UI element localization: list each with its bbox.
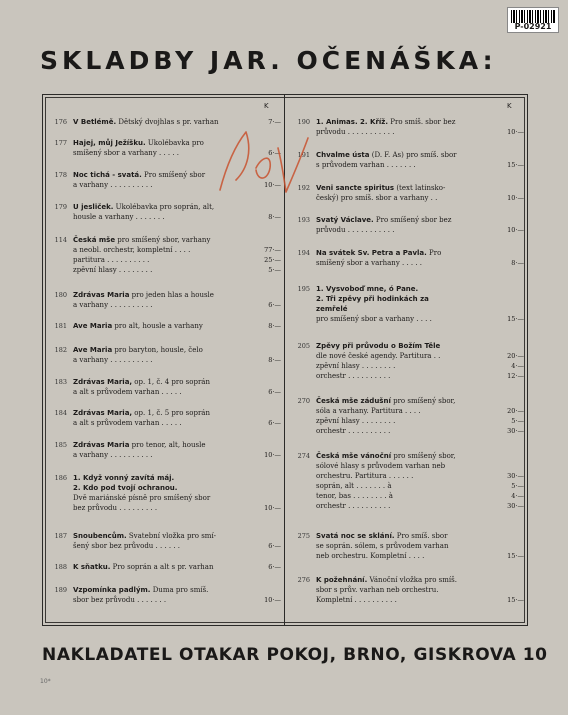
entry-text: a alt s průvodem varhan . . . . . [73,419,182,427]
entry-price: 5·— [268,266,281,274]
entry-description [73,531,253,551]
entry-line [316,215,496,225]
entry-line [73,255,253,265]
entry-text: s průvodem varhan . . . . . . . [316,161,416,169]
entry-text: Pro soprán a alt s pr. varhan [110,563,214,571]
catalog-code: P-02921 [514,22,552,31]
entry-number: 184 [54,409,67,417]
entry-line [316,371,496,381]
entry-title: Česká mše zádušní [316,397,391,405]
entry-price: 6·— [268,542,281,550]
entry-text: průvodu . . . . . . . . . . . [316,226,395,234]
entry-description [316,183,496,203]
entry-price: 5·— [511,482,524,490]
entry-number: 183 [54,378,67,386]
entry-price: 10·— [507,194,524,202]
entry-line [73,450,253,460]
entry-line [73,345,253,355]
entry-text: op. 1, č. 4 pro soprán [132,378,210,386]
entry-line [316,160,496,170]
entry-line [316,193,496,203]
entry-line [316,491,496,501]
entry-line [316,341,496,351]
entry-title: Vzpomínka padlým. [73,586,151,594]
entry-line [316,471,496,481]
entry-text: Dvě mariánské písně pro smíšený sbor [73,494,211,502]
entry-text: soprán, alt . . . . . . . à [316,482,392,490]
entry-line [73,595,253,605]
entry-description [73,345,253,365]
entry-text: a varhany . . . . . . . . . . [73,356,153,364]
entry-price: 8·— [511,259,524,267]
entry-line [316,183,496,193]
entry-price: 10·— [507,226,524,234]
entry-line [316,361,496,371]
entry-line [73,300,253,310]
entry-text: (D. F. As) pro smíš. sbor [369,151,457,159]
entry-number: 193 [297,216,310,224]
entry-line [73,440,253,450]
entry-line [316,284,496,294]
entry-line [316,304,496,314]
entry-line [73,562,253,572]
page-number: 10* [40,678,51,685]
entry-line [316,426,496,436]
entry-text: pro smíšený sbor a varhany . . . . [316,315,432,323]
entry-number: 185 [54,441,67,449]
entry-line [73,377,253,387]
entry-price: 6·— [268,388,281,396]
entry-text: šený sbor bez průvodu . . . . . . [73,542,181,550]
entry-text: smíšený sbor a varhany . . . . . [316,259,423,267]
entry-price: 4·— [511,492,524,500]
entry-price: 30·— [507,472,524,480]
entry-line [316,551,496,561]
entry-number: 178 [54,171,67,179]
entry-text: zpěvní hlasy . . . . . . . . [73,266,153,274]
right-column [286,95,526,625]
entry-number: 176 [54,118,67,126]
entry-price: 10·— [507,128,524,136]
entry-text: dle nové české agendy. Partitura . . [316,352,441,360]
entry-text: orchestru. Partitura . . . . . . [316,472,414,480]
entry-line [316,127,496,137]
entry-price: 6·— [268,301,281,309]
entry-line [73,483,253,493]
entry-description [316,451,496,511]
entry-line [73,473,253,483]
entry-text: smíšený sbor a varhany . . . . . [73,149,180,157]
entry-title: Ave Maria [73,322,113,330]
entry-text: housle a varhany . . . . . . . [73,213,165,221]
entry-line [316,314,496,324]
entry-text: (text latinsko- [394,184,446,192]
entry-description [316,215,496,235]
entry-line [316,396,496,406]
entry-number: 114 [54,236,67,244]
entry-title: Snoubencům. [73,532,127,540]
entry-title: Na svátek Sv. Petra a Pavla. [316,249,427,257]
entry-text: Pro smíš. sbor [394,532,448,540]
entry-line [73,418,253,428]
entry-text: Svatební vložka pro smí- [126,532,217,540]
entry-price: 4·— [511,362,524,370]
entry-text: pro smíšený sbor, [390,397,456,405]
entry-text: op. 1, č. 5 pro soprán [132,409,210,417]
entry-text: průvodu . . . . . . . . . . . [316,128,395,136]
entry-text: sóla a varhany. Partitura . . . . [316,407,421,415]
entry-title: Chvalme ústa [316,151,370,159]
entry-text: bez průvodu . . . . . . . . . [73,504,158,512]
entry-description [73,562,253,572]
entry-line [73,408,253,418]
entry-number: 270 [297,397,310,405]
price-header-left: K [264,102,269,110]
entry-title: 1. Když vonný zavítá máj. [73,474,175,482]
entry-line [316,117,496,127]
publisher-footer: NAKLADATEL OTAKAR POKOJ, BRNO, GISKROVA 10 [42,645,548,665]
entry-price: 8·— [268,322,281,330]
entry-text: a alt s průvodem varhan . . . . . [73,388,182,396]
entry-price: 10·— [264,181,281,189]
entry-title: Ave Maria [73,346,113,354]
entry-line [316,595,496,605]
entry-text: sólové hlasy s průvodem varhan neb [316,462,446,470]
entry-line [316,351,496,361]
entry-description [316,150,496,170]
entry-number: 205 [297,342,310,350]
entry-text: zpěvní hlasy . . . . . . . . [316,417,396,425]
entry-price: 6·— [268,149,281,157]
entry-title: Noc tichá - svatá. [73,171,142,179]
entry-title: Zdrávas Maria, [73,378,133,386]
entry-text: Dětský dvojhlas s pr. varhan [116,118,219,126]
entry-line [73,541,253,551]
entry-line [316,575,496,585]
entry-text: Pro [426,249,442,257]
entry-number: 181 [54,322,67,330]
entry-price: 10·— [264,451,281,459]
entry-text: pro tenor, alt, housle [129,441,206,449]
entry-text: pro smíšený sbor, [391,452,456,460]
entry-title: 1. Animas. 2. Kříž. [316,118,389,126]
entry-description [316,284,496,324]
entry-line [316,248,496,258]
entry-line [73,290,253,300]
entry-price: 15·— [507,552,524,560]
entry-text: Vánoční vložka pro smíš. [367,576,457,584]
entry-price: 5·— [511,417,524,425]
entry-line [316,225,496,235]
entry-line [73,531,253,541]
entry-number: 274 [297,452,310,460]
entry-description [73,321,253,331]
entry-text: a varhany . . . . . . . . . . [73,301,153,309]
entry-title: K sňatku. [73,563,111,571]
entry-price: 6·— [268,419,281,427]
entry-text: pro smíšený sbor, varhany [115,236,211,244]
entry-text: partitura . . . . . . . . . . [73,256,150,264]
entry-title: V Betlémě. [73,118,117,126]
entry-number: 180 [54,291,67,299]
entry-number: 191 [297,151,310,159]
entry-price: 15·— [507,596,524,604]
entry-number: 190 [297,118,310,126]
entry-number: 189 [54,586,67,594]
entry-number: 182 [54,346,67,354]
entry-title: U jesliček. [73,203,114,211]
entry-number: 195 [297,285,310,293]
entry-title: Hajej, můj Ježíšku. [73,139,146,147]
entry-text: Duma pro smíš. [150,586,209,594]
entry-title: Zdrávas Maria, [73,409,133,417]
entry-number: 188 [54,563,67,571]
entry-price: 12·— [507,372,524,380]
entry-title: zemřelé [316,305,348,313]
entry-line [316,461,496,471]
entry-number: 179 [54,203,67,211]
entry-price: 6·— [268,563,281,571]
entry-price: 10·— [264,596,281,604]
page-title: SKLADBY JAR. OČENÁŠKA: [40,46,497,75]
entry-description [73,377,253,397]
entry-line [73,265,253,275]
entry-text: český) pro smíš. sbor a varhany . . [316,194,438,202]
entry-text: Pro smíšený sbor [141,171,206,179]
catalog-barcode-label [507,7,559,33]
entry-text: Ukolébavka pro soprán, alt, [113,203,215,211]
entry-line [73,355,253,365]
entry-number: 177 [54,139,67,147]
entry-price: 15·— [507,315,524,323]
entry-description [316,341,496,381]
entry-text: orchestr . . . . . . . . . . [316,502,391,510]
red-handwritten-mark [200,120,320,215]
entry-text: se soprán. sólem, s průvodem varhan [316,542,449,550]
entry-title: Česká mše [73,236,116,244]
price-header-right: K [507,102,512,110]
entry-line [316,294,496,304]
entry-text: tenor, bas . . . . . . . . à [316,492,393,500]
entry-text: Pro smíš. sbor bez [388,118,456,126]
entry-line [316,481,496,491]
entry-price: 30·— [507,427,524,435]
entry-text: zpěvní hlasy . . . . . . . . [316,362,396,370]
entry-line [73,321,253,331]
entry-number: 276 [297,576,310,584]
entry-text: a varhany . . . . . . . . . . [73,181,153,189]
entry-title: 2. Kdo pod tvojí ochranou. [73,484,178,492]
entry-price: 8·— [268,213,281,221]
entry-text: orchestr . . . . . . . . . . [316,427,391,435]
entry-title: 1. Vysvoboď mne, ó Pane. [316,285,419,293]
entry-line [73,493,253,503]
entry-line [73,387,253,397]
entry-line [316,406,496,416]
entry-description [316,117,496,137]
entry-title: 2. Tři zpěvy při hodinkách za [316,295,429,303]
entry-line [316,531,496,541]
entry-line [73,245,253,255]
entry-title: Zdrávas Maria [73,441,130,449]
entry-description [73,585,253,605]
entry-description [73,440,253,460]
entry-line [73,585,253,595]
entry-description [73,408,253,428]
entry-title: Zdrávas Maria [73,291,130,299]
entry-text: Ukolébavka pro [145,139,204,147]
entry-text: Kompletní . . . . . . . . . . [316,596,397,604]
entry-title: K požehnání. [316,576,368,584]
entry-line [316,150,496,160]
entry-price: 7·— [268,118,281,126]
entry-price: 77·— [264,246,281,254]
entry-price: 8·— [268,356,281,364]
entry-description [73,290,253,310]
entry-text: neb orchestru. Kompletní . . . . [316,552,425,560]
entry-number: 194 [297,249,310,257]
entry-price: 10·— [264,504,281,512]
entry-number: 275 [297,532,310,540]
entry-line [316,258,496,268]
entry-line [73,235,253,245]
entry-text: sbor bez průvodu . . . . . . . [73,596,167,604]
entry-text: a varhany . . . . . . . . . . [73,451,153,459]
entry-title: Svatý Václave. [316,216,374,224]
entry-description [316,575,496,605]
entry-text: pro baryton, housle, čelo [112,346,203,354]
entry-text: pro jeden hlas a housle [129,291,214,299]
entry-title: Zpěvy při průvodu o Božím Těle [316,342,441,350]
entry-price: 20·— [507,407,524,415]
entry-title: Veni sancte spiritus [316,184,395,192]
entry-line [316,416,496,426]
entry-text: sbor s prův. varhan neb orchestru. [316,586,439,594]
entry-number: 192 [297,184,310,192]
entry-text: pro alt, housle a varhany [112,322,203,330]
entry-number: 187 [54,532,67,540]
entry-description [73,235,253,275]
entry-text: Pro smíšený sbor bez [373,216,452,224]
entry-price: 25·— [264,256,281,264]
entry-title: Svatá noc se sklání. [316,532,395,540]
entry-line [316,451,496,461]
entry-text: a neobl. orchestr, kompletní . . . . [73,246,191,254]
entry-price: 30·— [507,502,524,510]
entry-line [316,541,496,551]
entry-text: orchestr . . . . . . . . . . [316,372,391,380]
entry-line [316,585,496,595]
entry-description [73,473,253,513]
entry-number: 186 [54,474,67,482]
entry-price: 15·— [507,161,524,169]
entry-description [316,396,496,436]
entry-line [316,501,496,511]
entry-title: Česká mše vánoční [316,452,392,460]
entry-description [316,248,496,268]
entry-description [316,531,496,561]
entry-price: 20·— [507,352,524,360]
entry-line [73,503,253,513]
